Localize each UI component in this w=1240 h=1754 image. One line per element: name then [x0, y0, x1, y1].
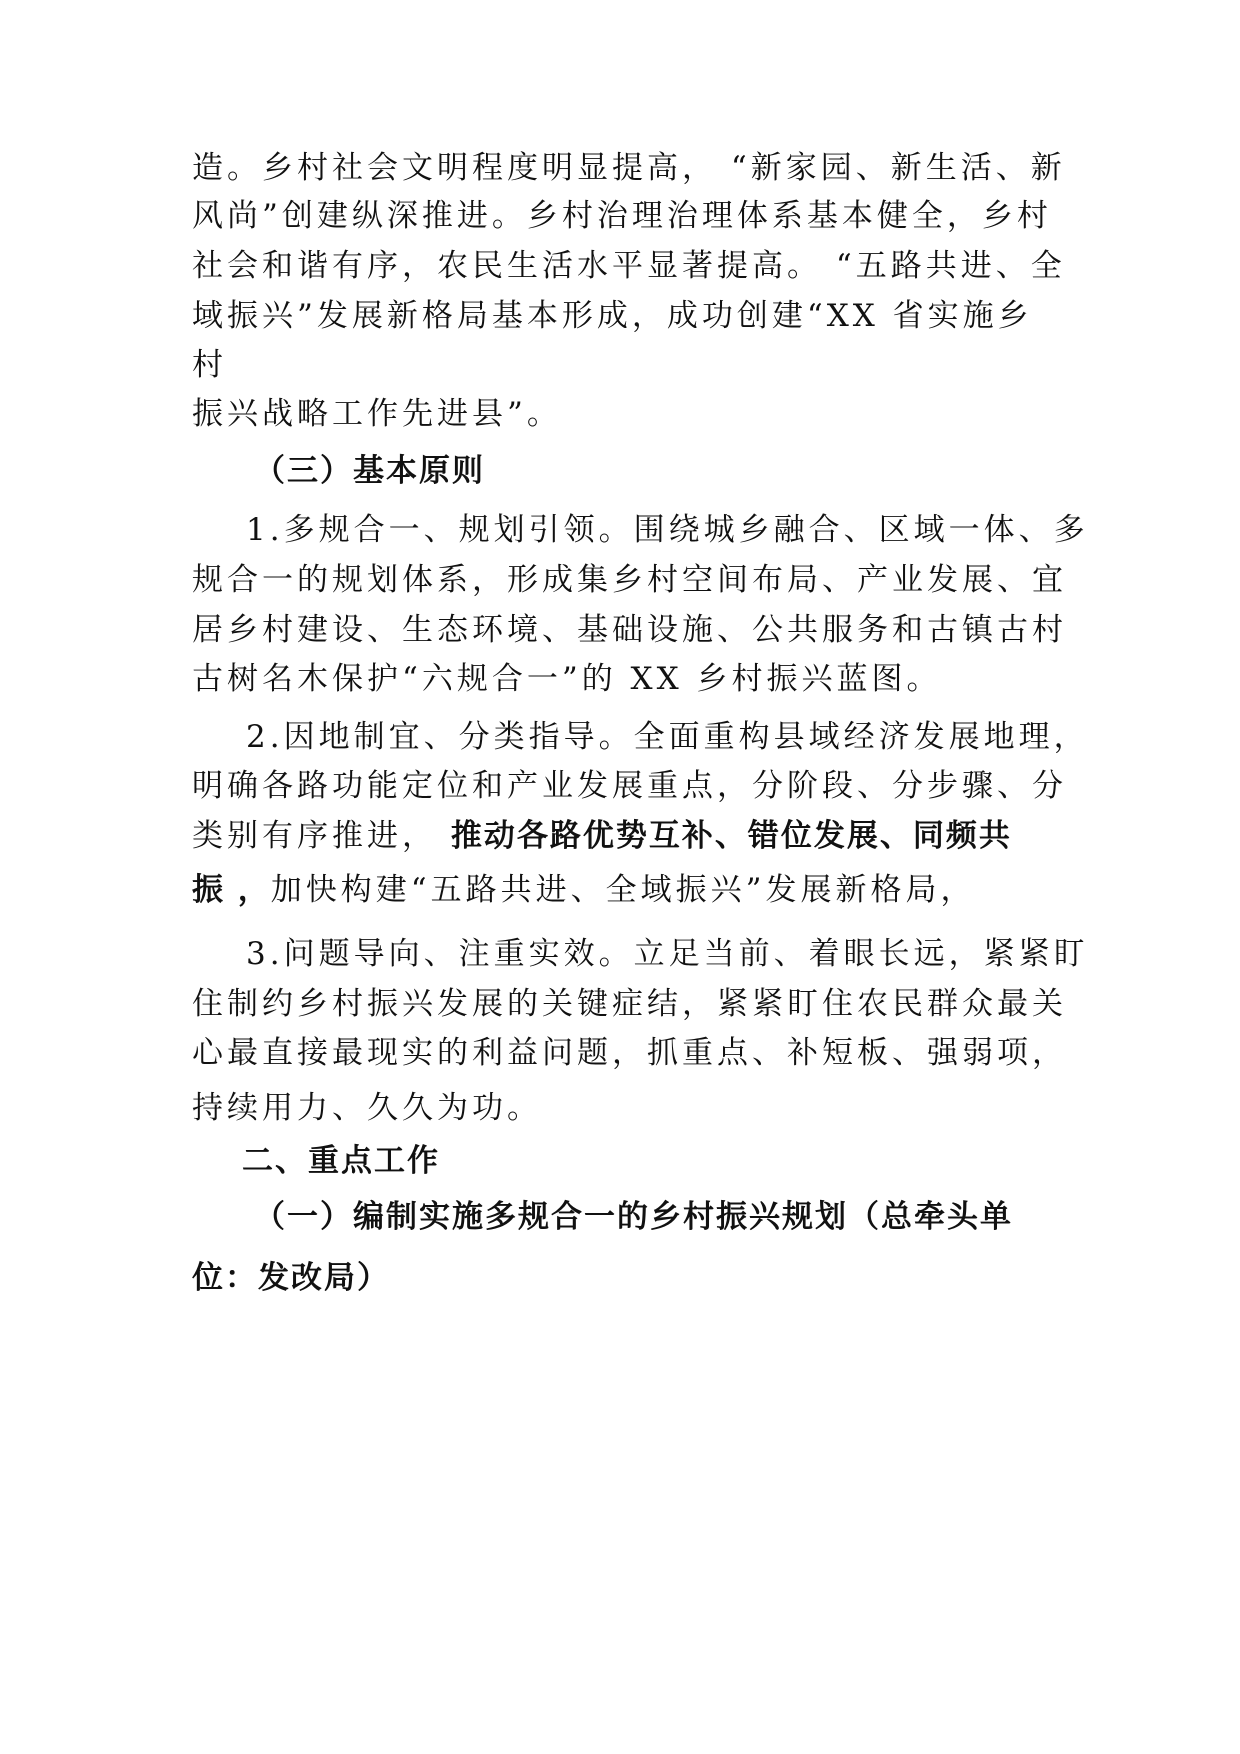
principle-2-line-4	[192, 870, 976, 910]
section-heading-key-work: 二、重点工作	[242, 1143, 440, 1179]
body-line-4: 域振兴”发展新格局基本形成，成功创建“XX 省实施乡	[192, 298, 1033, 334]
body-line-3: 社会和谐有序，农民生活水平显著提高。 “五路共进、全	[192, 248, 1066, 284]
principle-2-line-1: 2.因地制宜、分类指导。全面重构县域经济发展地理，	[246, 719, 1089, 755]
principle-2-line-3-normal: 类别有序推进，	[192, 818, 451, 854]
principle-2-emphasis-end: 振 ，	[192, 872, 271, 908]
section-heading-principles: （三）基本原则	[254, 453, 485, 489]
principle-3-line-4: 持续用力、久久为功。	[192, 1090, 542, 1126]
principle-1-line-1: 1.多规合一、规划引领。围绕城乡融合、区域一体、多	[246, 512, 1089, 548]
principle-2-line-2: 明确各路功能定位和产业发展重点，分阶段、分步骤、分	[192, 768, 1067, 804]
body-line-1: 造。乡村社会文明程度明显提高， “新家园、新生活、新	[192, 150, 1066, 186]
principle-3-line-2: 住制约乡村振兴发展的关键症结，紧紧盯住农民群众最关	[192, 986, 1067, 1022]
principle-3-line-1: 3.问题导向、注重实效。立足当前、着眼长远，紧紧盯	[246, 936, 1089, 972]
principle-1-line-4: 古树名木保护“六规合一”的 XX 乡村振兴蓝图。	[192, 661, 942, 697]
principle-1-line-2: 规合一的规划体系，形成集乡村空间布局、产业发展、宜	[192, 562, 1067, 598]
principle-2-line-3	[192, 816, 1012, 856]
principle-2-line-4-normal: 加快构建“五路共进、全域振兴”发展新格局，	[270, 872, 976, 908]
principle-1-line-3: 居乡村建设、生态环境、基础设施、公共服务和古镇古村	[192, 612, 1067, 648]
subsection-heading-1-line-2: 位：发改局）	[192, 1260, 390, 1296]
body-line-2: 风尚”创建纵深推进。乡村治理治理体系基本健全，乡村	[192, 198, 1052, 234]
principle-2-emphasis: 推动各路优势互补、错位发展、同频共	[450, 818, 1012, 854]
body-line-5: 村	[192, 347, 227, 383]
subsection-heading-1-line-1: （一）编制实施多规合一的乡村振兴规划（总牵头单	[254, 1199, 1013, 1235]
principle-3-line-3: 心最直接最现实的利益问题，抓重点、补短板、强弱项，	[192, 1035, 1067, 1071]
body-line-6: 振兴战略工作先进县”。	[192, 396, 562, 432]
